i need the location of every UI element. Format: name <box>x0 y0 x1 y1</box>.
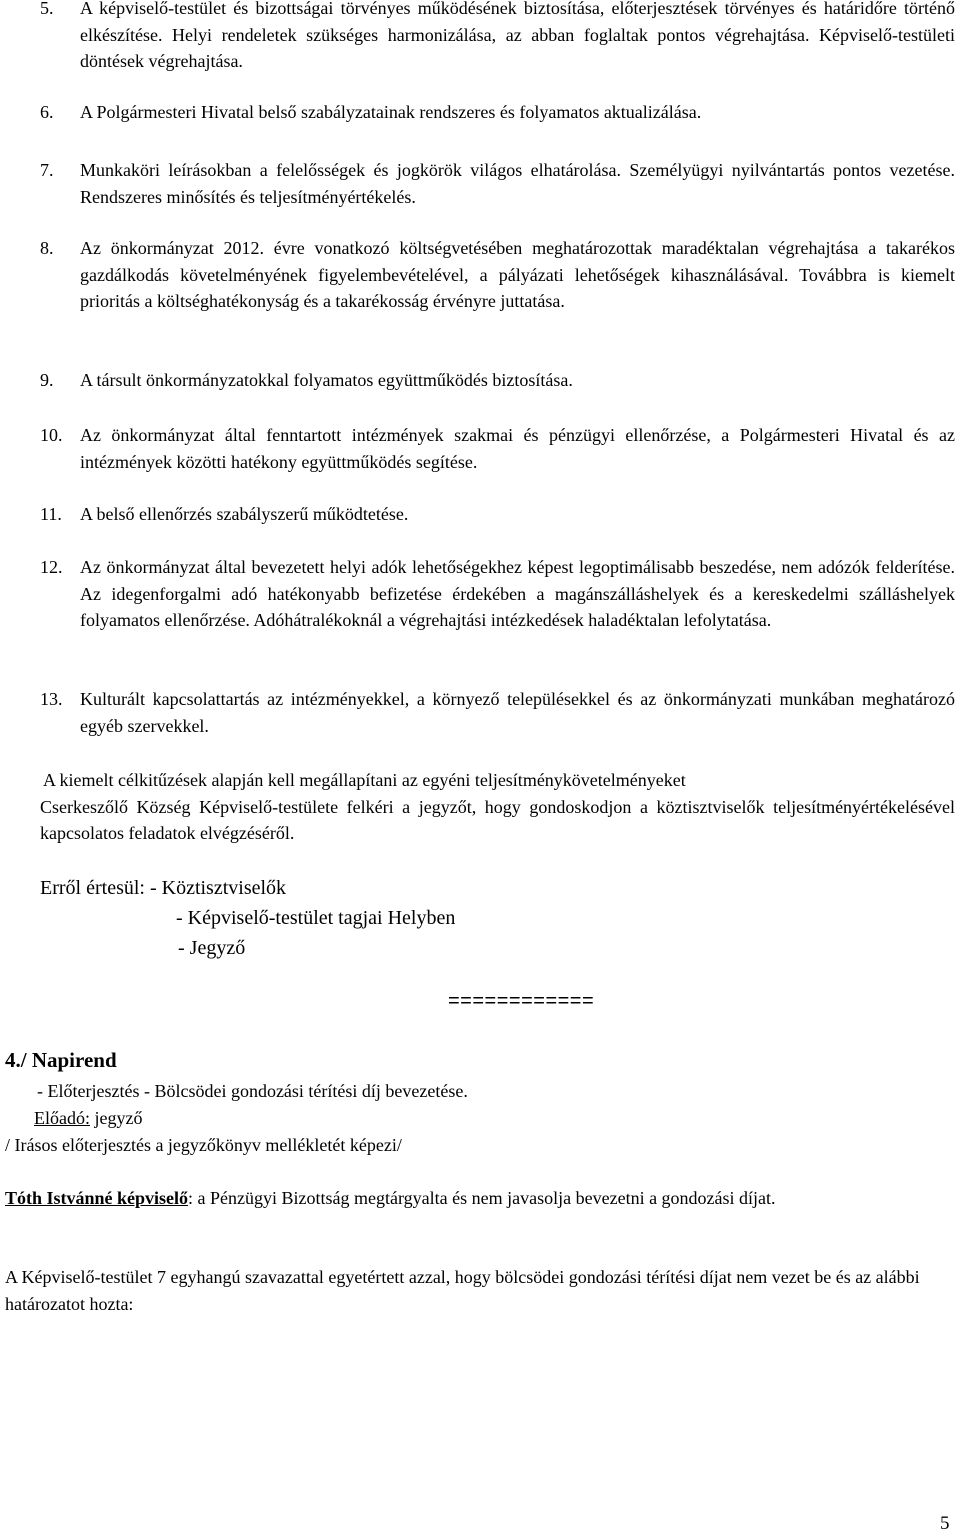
speaker-paragraph <box>5 1185 940 1212</box>
list-number: 6. <box>40 102 54 122</box>
list-number: 8. <box>40 238 54 258</box>
list-text: A belső ellenőrzés szabályszerű működtetése. <box>80 504 409 524</box>
list-item-5 <box>40 0 955 75</box>
notify-line-3: - Jegyző <box>178 937 246 959</box>
list-number: 10. <box>40 425 63 445</box>
list-item-9 <box>40 367 955 394</box>
list-item-10 <box>40 422 955 475</box>
summary-paragraph <box>40 767 955 847</box>
summary-line-1: A kiemelt célkitűzések alapján kell megállapítani az egyéni teljesítménykövetelményeket <box>43 770 686 790</box>
list-number: 13. <box>40 689 63 709</box>
list-item-8 <box>40 235 955 315</box>
presenter-label: Előadó: <box>34 1108 90 1128</box>
list-text: Az önkormányzat által fenntartott intézmények szakmai és pénzügyi ellenőrzése, a Polgármesteri Hivatal és az intézmények közötti hatékony együttműködés segítése. <box>80 425 955 472</box>
notify-line-1: Erről értesül: - Köztisztviselők <box>40 877 287 899</box>
notify-line-2: - Képviselő-testület tagjai Helyben <box>176 907 456 929</box>
notify-block <box>40 873 640 963</box>
list-number: 5. <box>40 0 54 18</box>
list-text: Munkaköri leírásokban a felelősségek és jogkörök világos elhatárolása. Személyügyi nyilvántartás pontos vezetése. Rendszeres minősítés és teljesítményértékelés. <box>80 160 955 207</box>
list-item-11 <box>40 501 955 528</box>
list-text: Kulturált kapcsolattartás az intézményekkel, a környező településekkel és az önkormányzati munkában meghatározó egyéb szervekkel. <box>80 689 955 736</box>
agenda-presenter <box>34 1105 142 1132</box>
summary-line-2: Cserkeszőlő Község Képviselő-testülete felkéri a jegyzőt, hogy gondoskodjon a köztisztviselők teljesítményértékelésével kapcsolatos feladatok elvégzéséről. <box>40 796 955 843</box>
page-number: 5 <box>940 1513 950 1534</box>
list-number: 12. <box>40 557 63 577</box>
resolution-paragraph: A Képviselő-testület 7 egyhangú szavazattal egyetértett azzal, hogy bölcsödei gondozási térítési díjat nem vezet be és az alábbi határozatot hozta: <box>5 1267 920 1314</box>
list-item-13 <box>40 686 955 739</box>
list-text: Az önkormányzat által bevezetett helyi adók lehetőségekhez képest legoptimálisabb beszedése, nem adózók felderítése. Az idegenforgalmi adó hatékonyabb befizetése érdekében a magánszálláshelyek és a kereskedelmi szálláshelyek folyamatos ellenőrzése. Adóhátralékoknál a végrehajtási intézkedések haladéktalan lefolytatása. <box>80 557 955 630</box>
agenda-title: 4./ Napirend <box>5 1048 117 1072</box>
agenda-note: / Irásos előterjesztés a jegyzőkönyv mellékletét képezi/ <box>5 1135 402 1155</box>
list-text: A Polgármesteri Hivatal belső szabályzatainak rendszeres és folyamatos aktualizálása. <box>80 102 702 122</box>
agenda-subject: - Előterjesztés - Bölcsödei gondozási térítési díj bevezetése. <box>37 1081 468 1101</box>
list-number: 7. <box>40 160 54 180</box>
list-item-12 <box>40 554 955 634</box>
speaker-text: : a Pénzügyi Bizottság megtárgyalta és nem javasolja bevezetni a gondozási díjat. <box>188 1188 776 1208</box>
list-text: A képviselő-testület és bizottságai törvényes működésének biztosítása, előterjesztések törvényes és határidőre történő elkészítése. Helyi rendeletek szükséges harmonizálása, az abban foglaltak pontos végrehajtása. Képviselő-testületi döntések végrehajtása. <box>80 0 955 71</box>
presenter-value: jegyző <box>90 1108 143 1128</box>
list-item-6 <box>40 99 955 126</box>
list-number: 9. <box>40 370 54 390</box>
speaker-name: Tóth Istvánné képviselő <box>5 1188 189 1208</box>
list-text: A társult önkormányzatokkal folyamatos együttműködés biztosítása. <box>80 370 573 390</box>
list-item-7 <box>40 157 955 210</box>
separator-line: ============ <box>448 990 595 1012</box>
list-text: Az önkormányzat 2012. évre vonatkozó költségvetésében meghatározottak maradéktalan végrehajtása a takarékos gazdálkodás követelményének figyelembevételével, a pályázati lehetőségek kihasználásával. Továbbra is kiemelt prioritás a költséghatékonyság és a takarékosság érvényre juttatása. <box>80 238 955 311</box>
list-number: 11. <box>40 504 62 524</box>
